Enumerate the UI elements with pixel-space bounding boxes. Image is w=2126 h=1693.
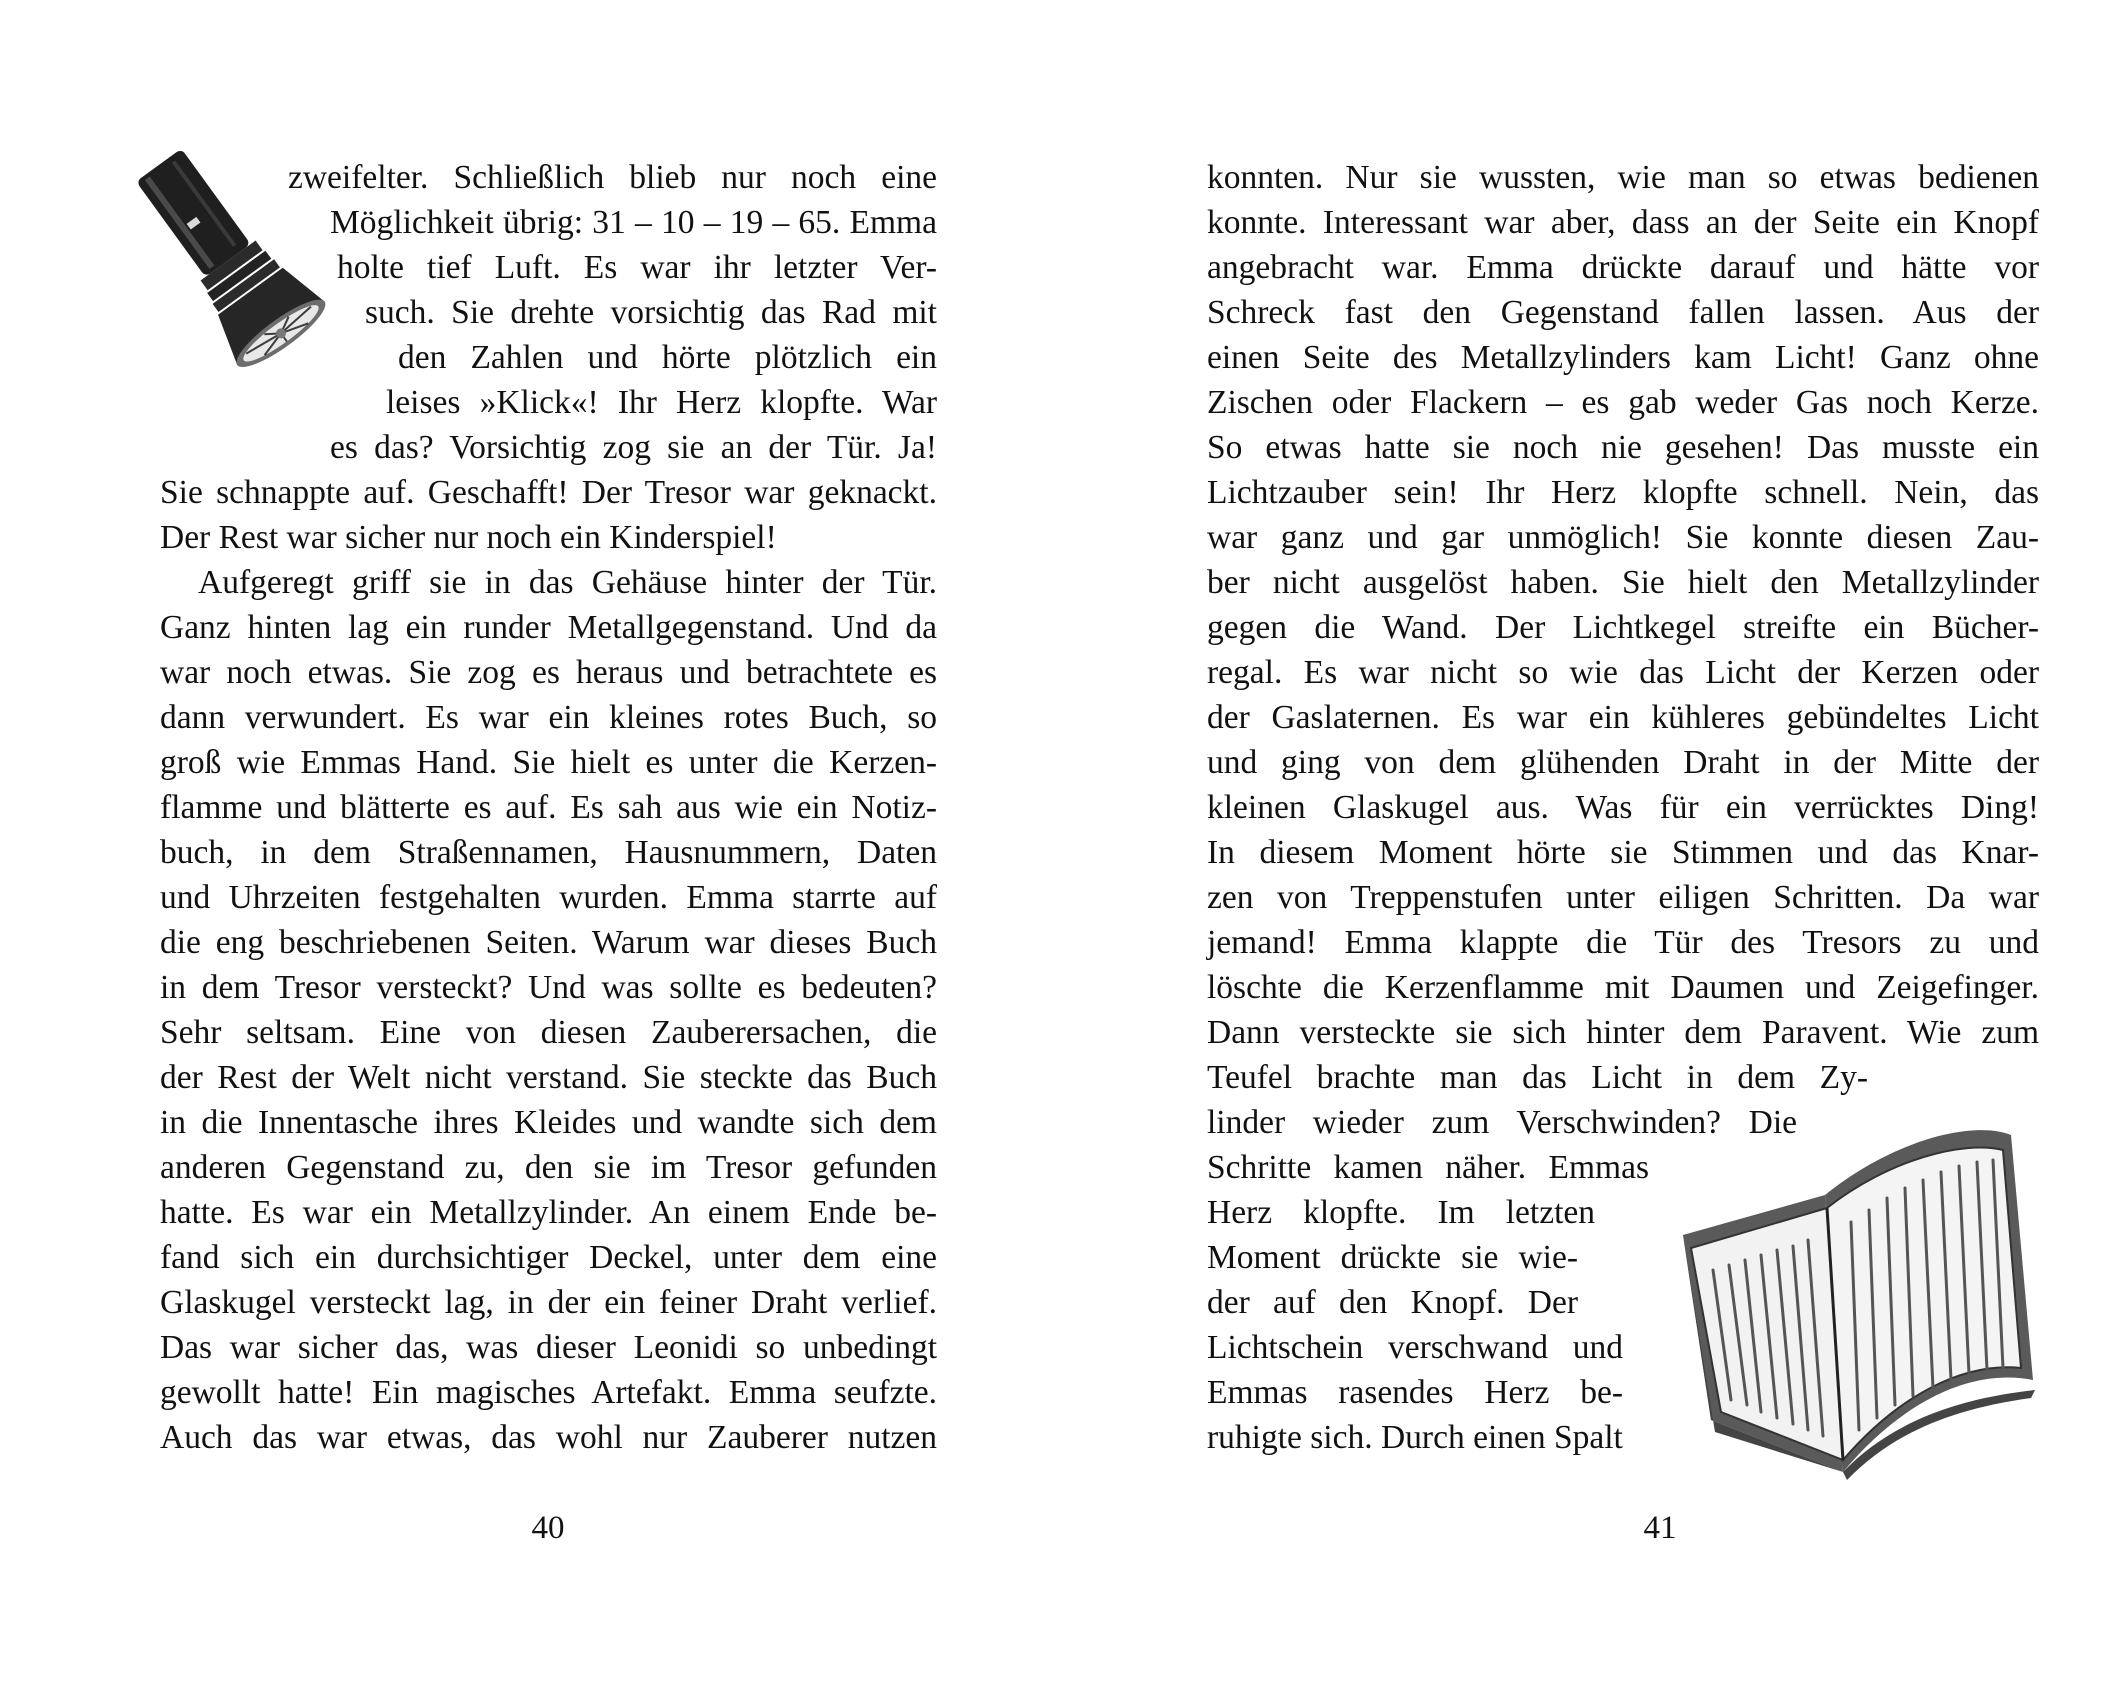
- text-line: Herz klopfte. Im letzten: [1207, 1194, 1595, 1231]
- text-line: groß wie Emmas Hand. Sie hielt es unter die Kerzen-: [160, 744, 937, 781]
- text-line: Aufgeregt griff sie in das Gehäuse hinter der Tür.: [198, 564, 937, 601]
- text-line: flamme und blätterte es auf. Es sah aus wie ein Notiz-: [160, 789, 937, 826]
- page-number: 40: [531, 1510, 565, 1546]
- text-line: der auf den Knopf. Der: [1207, 1284, 1578, 1321]
- text-line: hatte. Es war ein Metallzylinder. An einem Ende be-: [160, 1194, 937, 1231]
- text-line: war ganz und gar unmöglich! Sie konnte diesen Zau-: [1207, 519, 2039, 556]
- text-line: und ging von dem glühenden Draht in der Mitte der: [1207, 744, 2039, 781]
- text-line: es das? Vorsichtig zog sie an der Tür. Ja!: [330, 429, 937, 466]
- text-line: Lichtschein verschwand und: [1207, 1329, 1623, 1366]
- text-line: löschte die Kerzenflamme mit Daumen und Zeigefinger.: [1207, 969, 2039, 1006]
- text-line: Zischen oder Flackern – es gab weder Gas noch Kerze.: [1207, 384, 2039, 421]
- text-line: gewollt hatte! Ein magisches Artefakt. Emma seufzte.: [160, 1374, 937, 1411]
- text-line: In diesem Moment hörte sie Stimmen und das Knar-: [1207, 834, 2039, 871]
- text-line: Lichtzauber sein! Ihr Herz klopfte schnell. Nein, das: [1207, 474, 2039, 511]
- text-line: Der Rest war sicher nur noch ein Kinderspiel!: [160, 519, 777, 556]
- text-line: die eng beschriebenen Seiten. Warum war dieses Buch: [160, 924, 937, 961]
- text-line: Sehr seltsam. Eine von diesen Zauberersachen, die: [160, 1014, 937, 1051]
- text-line: Möglichkeit übrig: 31 – 10 – 19 – 65. Emma: [330, 204, 937, 241]
- page-number: 41: [1643, 1510, 1677, 1546]
- text-line: Auch das war etwas, das wohl nur Zauberer nutzen: [160, 1419, 937, 1456]
- text-line: kleinen Glaskugel aus. Was für ein verrücktes Ding!: [1207, 789, 2039, 826]
- text-line: such. Sie drehte vorsichtig das Rad mit: [365, 294, 937, 331]
- text-line: zen von Treppenstufen unter eiligen Schritten. Da war: [1207, 879, 2039, 916]
- open-book-illustration: [1643, 1100, 2063, 1490]
- text-line: und Uhrzeiten festgehalten wurden. Emma starrte auf: [160, 879, 937, 916]
- text-line: den Zahlen und hörte plötzlich ein: [398, 339, 937, 376]
- text-line: konnte. Interessant war aber, dass an der Seite ein Knopf: [1207, 204, 2039, 241]
- text-line: Das war sicher das, was dieser Leonidi so unbedingt: [160, 1329, 937, 1366]
- text-line: der Gaslaternen. Es war ein kühleres gebündeltes Licht: [1207, 699, 2039, 736]
- text-line: Schreck fast den Gegenstand fallen lassen. Aus der: [1207, 294, 2039, 331]
- text-line: Teufel brachte man das Licht in dem Zy-: [1207, 1059, 1868, 1096]
- text-line: holte tief Luft. Es war ihr letzter Ver-: [337, 249, 937, 286]
- text-line: in die Innentasche ihres Kleides und wandte sich dem: [160, 1104, 937, 1141]
- text-line: jemand! Emma klappte die Tür des Tresors zu und: [1207, 924, 2039, 961]
- text-line: Schritte kamen näher. Emmas: [1207, 1149, 1649, 1186]
- text-line: anderen Gegenstand zu, den sie im Tresor gefunden: [160, 1149, 937, 1186]
- text-line: regal. Es war nicht so wie das Licht der Kerzen oder: [1207, 654, 2039, 691]
- text-line: dann verwundert. Es war ein kleines rotes Buch, so: [160, 699, 937, 736]
- text-line: leises »Klick«! Ihr Herz klopfte. War: [386, 384, 937, 421]
- text-line: linder wieder zum Verschwinden? Die: [1207, 1104, 1797, 1141]
- text-line: Dann versteckte sie sich hinter dem Paravent. Wie zum: [1207, 1014, 2039, 1051]
- text-line: So etwas hatte sie noch nie gesehen! Das musste ein: [1207, 429, 2039, 466]
- text-line: Glaskugel versteckt lag, in der ein feiner Draht verlief.: [160, 1284, 937, 1321]
- text-line: einen Seite des Metallzylinders kam Licht! Ganz ohne: [1207, 339, 2039, 376]
- text-line: in dem Tresor versteckt? Und was sollte es bedeuten?: [160, 969, 937, 1006]
- text-line: der Rest der Welt nicht verstand. Sie steckte das Buch: [160, 1059, 937, 1096]
- text-line: war noch etwas. Sie zog es heraus und betrachtete es: [160, 654, 937, 691]
- text-line: ber nicht ausgelöst haben. Sie hielt den Metallzylinder: [1207, 564, 2039, 601]
- text-line: Moment drückte sie wie-: [1207, 1239, 1578, 1276]
- text-line: fand sich ein durchsichtiger Deckel, unter dem eine: [160, 1239, 937, 1276]
- text-line: angebracht war. Emma drückte darauf und hätte vor: [1207, 249, 2039, 286]
- text-line: Sie schnappte auf. Geschafft! Der Tresor war geknackt.: [160, 474, 937, 511]
- text-line: ruhigte sich. Durch einen Spalt: [1207, 1419, 1623, 1456]
- right-page: [1063, 0, 2126, 1693]
- text-line: Ganz hinten lag ein runder Metallgegenstand. Und da: [160, 609, 937, 646]
- text-line: buch, in dem Straßennamen, Hausnummern, Daten: [160, 834, 937, 871]
- text-line: konnten. Nur sie wussten, wie man so etwas bedienen: [1207, 159, 2039, 196]
- text-line: Emmas rasendes Herz be-: [1207, 1374, 1623, 1411]
- text-line: zweifelter. Schließlich blieb nur noch eine: [288, 159, 937, 196]
- text-line: gegen die Wand. Der Lichtkegel streifte ein Bücher-: [1207, 609, 2039, 646]
